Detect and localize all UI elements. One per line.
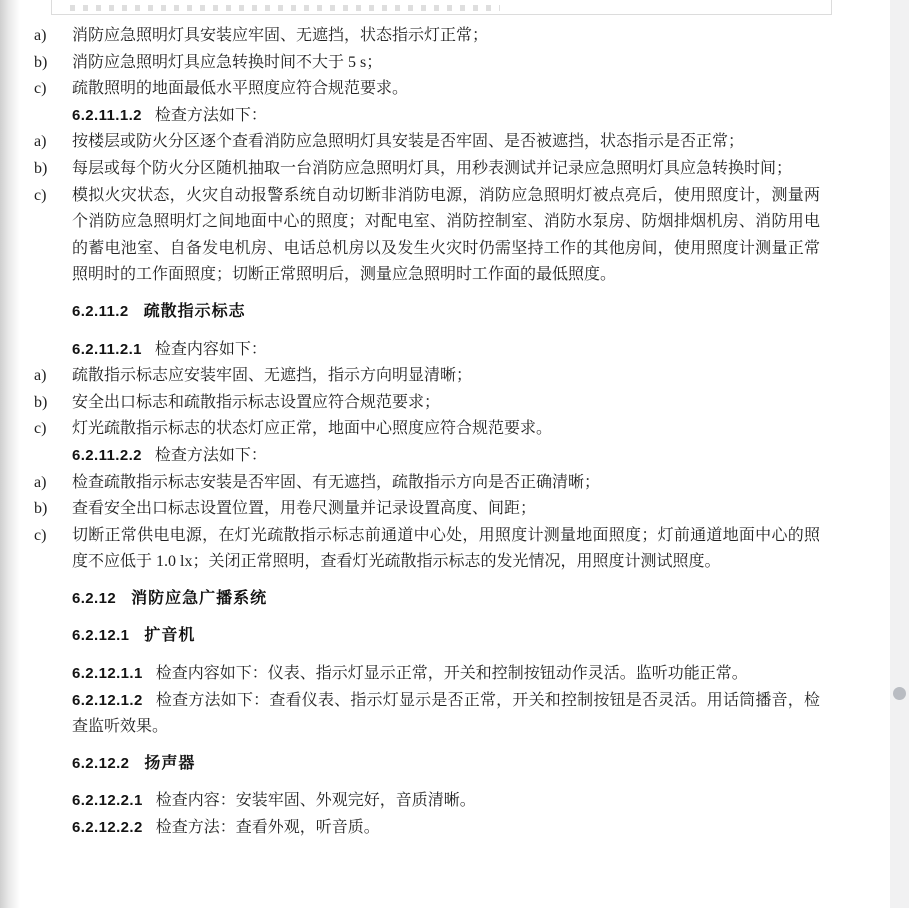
list-item [34, 416, 820, 443]
section-heading [72, 623, 820, 650]
list-item [34, 363, 820, 390]
list-text: 查看安全出口标志设置位置，用卷尺测量并记录设置高度、间距； [72, 500, 537, 518]
clause [72, 337, 820, 364]
list-marker: a) [34, 133, 47, 151]
list-marker: c) [34, 186, 47, 204]
list-item [34, 23, 820, 50]
list-marker: b) [34, 159, 48, 177]
list-text: 按楼层或防火分区逐个查看消防应急照明灯具安装是否牢固、是否被遮挡，状态指示是否正常； [72, 133, 745, 151]
list-text: 消防应急照明灯具应急转换时间不大于 5 s； [72, 53, 383, 71]
section-number: 6.2.12.2 [72, 754, 130, 772]
clause-number: 6.2.12.2.1 [72, 792, 143, 810]
list-text: 疏散照明的地面最低水平照度应符合规范要求。 [72, 80, 409, 98]
clause-text: 检查方法如下： [154, 446, 267, 464]
clause [72, 788, 820, 815]
list-marker: b) [34, 53, 48, 71]
list-text: 每层或每个防火分区随机抽取一台消防应急照明灯具，用秒表测试并记录应急照明灯具应急转换时间； [72, 159, 793, 177]
section-heading [72, 751, 820, 778]
clause-number: 6.2.11.1.2 [72, 106, 142, 124]
section-title: 疏散指示标志 [143, 302, 246, 320]
list-text: 灯光疏散指示标志的状态灯应正常，地面中心照度应符合规范要求。 [72, 420, 553, 438]
section-number: 6.2.11.2 [72, 302, 129, 320]
section-title: 消防应急广播系统 [131, 589, 268, 607]
list-item [34, 390, 820, 417]
list-marker: c) [34, 420, 47, 438]
clause-text: 检查方法如下： [154, 106, 267, 124]
list-text: 切断正常供电电源，在灯光疏散指示标志前通道中心处，用照度计测量地面照度；灯前通道地面中心的照度不应低于 1.0 lx；关闭正常照明，查看灯光疏散指示标志的发光情况，用照度计测试照度。 [72, 526, 820, 571]
list-item [34, 76, 820, 103]
list-item [34, 470, 820, 497]
list-text: 消防应急照明灯具安装应牢固、无遮挡，状态指示灯正常； [72, 27, 489, 44]
list-text: 检查疏散指示标志安装是否牢固、有无遮挡，疏散指示方向是否正确清晰； [72, 473, 601, 491]
clause [72, 103, 820, 130]
clause-number: 6.2.12.2.2 [72, 819, 143, 837]
document-page [0, 14, 890, 842]
clause [72, 661, 820, 688]
section-title: 扬声器 [144, 754, 196, 772]
list-item [34, 523, 820, 576]
list-item [34, 496, 820, 523]
clause-number: 6.2.12.1.1 [72, 665, 143, 683]
scrollbar-thumb[interactable] [893, 687, 906, 700]
clause [72, 688, 820, 741]
clause-text: 检查内容如下： [154, 340, 267, 358]
clause [72, 443, 820, 470]
clause-text: 检查方法：查看外观，听音质。 [155, 819, 380, 837]
section-title: 扩音机 [144, 627, 196, 645]
list-text: 安全出口标志和疏散指示标志设置应符合规范要求； [72, 393, 441, 411]
clause-text: 检查方法如下：查看仪表、指示灯显示是否正常，开关和控制按钮是否灵活。用话筒播音，检查监听效果。 [72, 691, 820, 736]
cutoff-text-fragments [70, 5, 500, 11]
previous-page-bottom-edge [51, 0, 832, 15]
scrollbar-track[interactable] [890, 0, 909, 908]
section-heading [72, 586, 820, 613]
list-marker: a) [34, 473, 47, 491]
list-marker: b) [34, 393, 48, 411]
clause-text: 检查内容如下：仪表、指示灯显示正常，开关和控制按钮动作灵活。监听功能正常。 [155, 665, 748, 683]
list-marker: a) [34, 27, 47, 44]
list-item [34, 156, 820, 183]
list-item [34, 50, 820, 77]
list-marker: b) [34, 500, 48, 518]
list-text: 疏散指示标志应安装牢固、无遮挡，指示方向明显清晰； [72, 367, 473, 385]
list-item [34, 129, 820, 156]
section-heading [72, 299, 820, 326]
section-number: 6.2.12 [72, 589, 117, 607]
section-number: 6.2.12.1 [72, 627, 130, 645]
clause-text: 检查内容：安装牢固、外观完好，音质清晰。 [155, 792, 476, 810]
list-marker: c) [34, 80, 47, 98]
list-text: 模拟火灾状态，火灾自动报警系统自动切断非消防电源，消防应急照明灯被点亮后，使用照度计，测量两个消防应急照明灯之间地面中心的照度；对配电室、消防控制室、消防水泵房、防烟排烟机房、消防用电的蓄电池室、自备发电机房、电话总机房以及发生火灾时仍需坚持工作的其他房间，使用照度计测量正常照明时的工作面照度；切断正常照明后，测量应急照明时工作面的最低照度。 [72, 186, 820, 284]
list-item [34, 183, 820, 289]
clause [72, 815, 820, 842]
clause-number: 6.2.12.1.2 [72, 691, 143, 709]
list-marker: a) [34, 367, 47, 385]
clause-number: 6.2.11.2.1 [72, 340, 142, 358]
list-marker: c) [34, 526, 47, 544]
clause-number: 6.2.11.2.2 [72, 446, 142, 464]
